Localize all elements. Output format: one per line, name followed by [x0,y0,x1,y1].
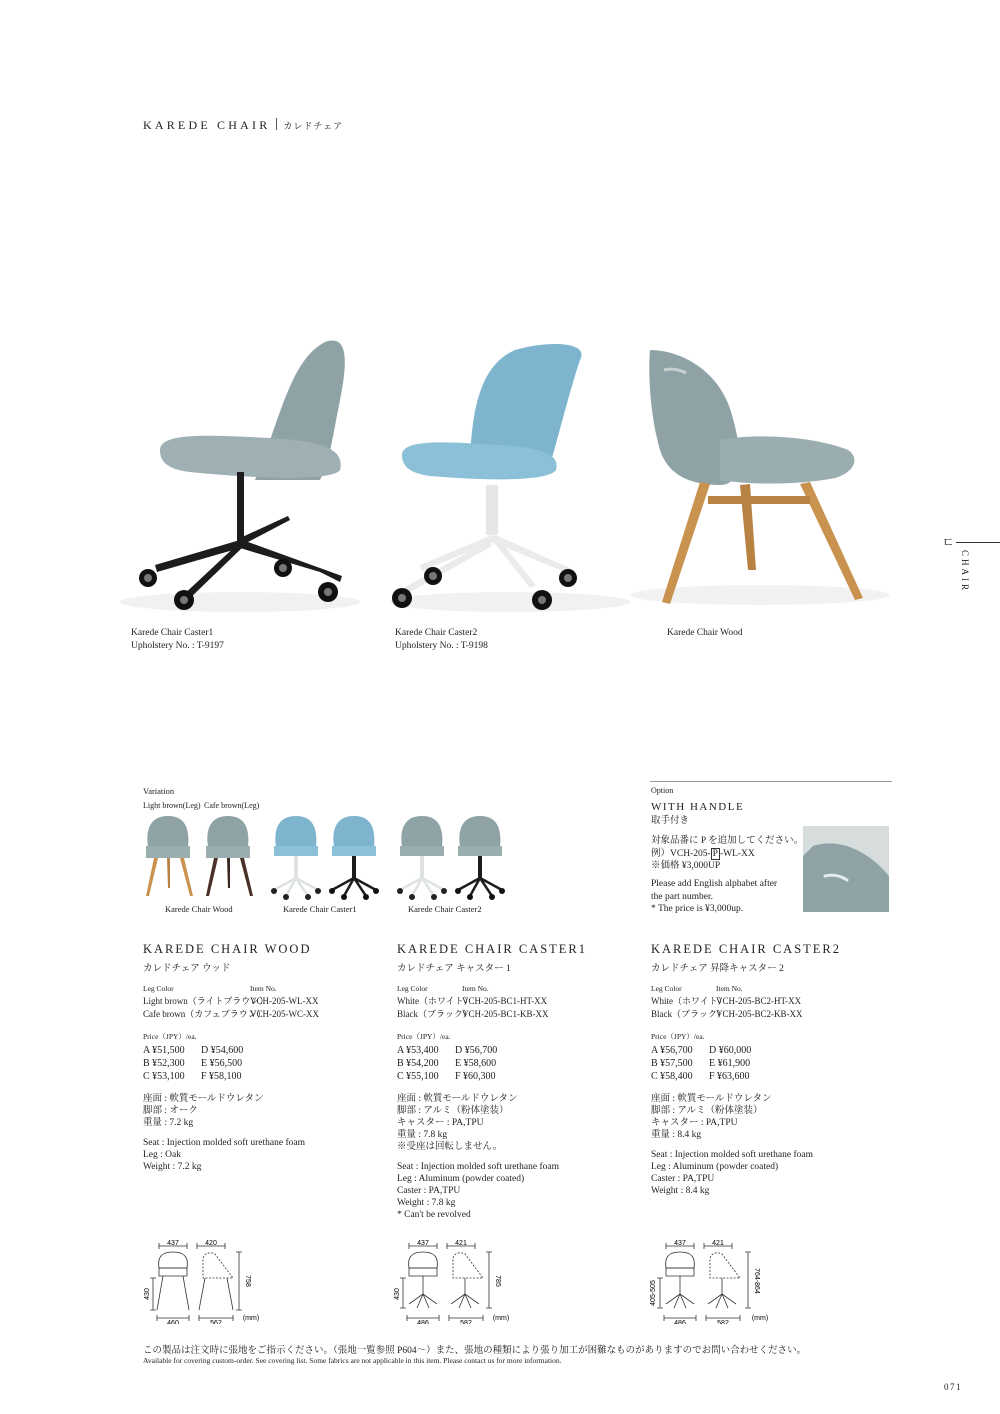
caption-upholstery: Upholstery No. : T-9197 [131,641,224,651]
dim-unit: (mm) [492,1315,510,1322]
table-row: Black（ブラック）VCH-205-BC1-KB-XX [397,1009,549,1019]
chair-wood-image [630,350,890,605]
variation-wood-cafe-brown [206,816,253,896]
hero-caption-caster2 [395,627,488,653]
section-mark: ㄷ [942,535,955,550]
dim-width-side: 421 [712,1240,724,1247]
product-title-jp: カレドチェア ウッド [143,964,231,974]
option-jp-line1: 対象品番に P を追加してください。 [651,836,804,846]
price-row: C ¥55,100 F ¥60,300 [397,1071,496,1082]
price-label: Price（JPY）/ea. [651,1032,705,1041]
dim-base-side: 582 [460,1320,472,1324]
dimension-drawing-caster1 [393,1238,513,1324]
variation-legend-cafe-brown: Cafe brown(Leg) [204,801,260,810]
variation-caster1-black [329,816,379,900]
table-row: Black（ブラック）VCH-205-BC2-KB-XX [651,1009,803,1019]
dimension-drawing-wood [143,1238,263,1324]
option-title: WITH HANDLE [651,801,745,813]
option-jp-line3: ※価格 ¥3,000UP [651,861,721,871]
caption-upholstery: Upholstery No. : T-9198 [395,641,488,651]
dim-width-front: 437 [167,1240,179,1247]
section-tab-line [956,542,1000,543]
dim-height: 785 [494,1275,501,1287]
product-caster1 [397,942,637,1221]
price-row: A ¥51,500 D ¥54,600 [143,1045,244,1056]
footer-note-en: Available for covering custom-order. See covering list. Some fabrics are not applicable in this item. Please contact us for more information. [143,1356,562,1365]
product-title-jp: カレドチェア 昇降キャスター 2 [651,964,784,974]
dim-base-front: 486 [674,1320,686,1324]
table-row: Cafe brown（カフェブラウン）VCH-205-WC-XX [143,1009,319,1019]
variation-label-caster2: Karede Chair Caster2 [408,904,482,914]
product-table-header: Leg Color Item No. [143,984,277,993]
option-handle-image [803,826,889,912]
option-en-line1: Please add English alphabet after [651,879,778,889]
variation-caster1-white [271,816,321,900]
spec-en: Seat : Injection molded soft urethane foam Leg : Oak Weight : 7.2 kg [143,1138,305,1172]
price-label: Price（JPY）/ea. [397,1032,451,1041]
product-caster2 [651,942,891,1197]
variation-caster2-white [397,816,447,900]
caption-name: Karede Chair Caster1 [131,628,214,638]
price-row: C ¥53,100 F ¥58,100 [143,1071,242,1082]
dimension-drawing-caster2 [648,1238,772,1324]
variation-wood-light-brown [146,816,193,896]
page-header [143,118,343,133]
spec-en: Seat : Injection molded soft urethane foam Leg : Aluminum (powder coated) Caster : PA,TPU Weight : 7.8 kg * Can't be revolved [397,1162,559,1220]
dim-width-front: 437 [417,1240,429,1247]
chair-section-tab [942,528,1000,598]
price-row: B ¥54,200 E ¥58,600 [397,1058,497,1069]
spec-jp: 座面 : 軟質モールドウレタン 脚部 : オーク 重量 : 7.2 kg [143,1094,264,1128]
header-title-jp: カレドチェア [283,121,344,131]
dim-base-front: 460 [167,1320,179,1324]
section-tab-label: CHAIR [960,550,970,594]
hero-chairs-photo [120,320,900,620]
option-english [651,878,777,916]
variation-title: Variation [143,786,175,796]
dim-seat-height: 430 [144,1288,151,1300]
dim-width-side: 421 [455,1240,467,1247]
footer-note-jp: この製品は注文時に張地をご指示ください。（張地一覧参照 P604～）また、張地の種類により張り加工が困難なものがありますのでお問い合わせください。 [143,1346,807,1356]
option-title-jp: 取手付き [651,816,690,826]
dim-seat-height: 430 [394,1288,401,1300]
price-row: C ¥58,400 F ¥63,600 [651,1071,750,1082]
dim-width-side: 420 [205,1240,217,1247]
hero-caption-caster1 [131,627,224,653]
price-row: A ¥53,400 D ¥56,700 [397,1045,498,1056]
option-label: Option [651,786,674,795]
product-table-header: Leg Color Item No. [651,984,743,993]
product-table-header: Leg Color Item No. [397,984,489,993]
price-row: B ¥52,300 E ¥56,500 [143,1058,243,1069]
caption-name: Karede Chair Caster2 [395,628,478,638]
dim-base-front: 486 [417,1320,429,1324]
variation-caster2-black [455,816,505,900]
product-title-jp: カレドチェア キャスター 1 [397,964,511,974]
table-row: White（ホワイト）VCH-205-BC2-HT-XX [651,996,802,1006]
option-instructions [651,835,803,873]
dim-width-front: 437 [674,1240,686,1247]
dim-base-side: 562 [210,1320,222,1324]
variation-label-caster1: Karede Chair Caster1 [283,904,357,914]
dim-unit: (mm) [751,1315,769,1322]
dim-height: 764-864 [753,1268,760,1294]
spec-en: Seat : Injection molded soft urethane foam Leg : Aluminum (powder coated) Caster : PA,TPU Weight : 8.4 kg [651,1150,813,1196]
price-row: A ¥56,700 D ¥60,000 [651,1045,752,1056]
dim-base-side: 582 [717,1320,729,1324]
price-label: Price（JPY）/ea. [143,1032,197,1041]
product-title: KAREDE CHAIR WOOD [143,942,312,956]
header-title: KAREDE CHAIR [143,118,271,132]
spec-jp: 座面 : 軟質モールドウレタン 脚部 : アルミ（粉体塗装） キャスター : PA,TPU 重量 : 7.8 kg ※受座は回転しません。 [397,1094,518,1152]
caption-name: Karede Chair Wood [667,628,743,638]
spec-jp: 座面 : 軟質モールドウレタン 脚部 : アルミ（粉体塗装） キャスター : PA,TPU 重量 : 8.4 kg [651,1094,772,1140]
option-en-line2: the part number. [651,891,713,902]
hero-caption-wood [667,627,743,640]
dim-seat-height: 405-505 [650,1280,657,1306]
dim-height: 758 [244,1275,251,1287]
dim-unit: (mm) [242,1315,260,1322]
option-divider [650,781,892,782]
option-en-line3: * The price is ¥3,000up. [651,904,744,914]
variation-legend-light-brown: Light brown(Leg) [143,801,201,810]
table-row: White（ホワイト）VCH-205-BC1-HT-XX [397,996,548,1006]
variation-chairs-image [140,812,510,902]
option-p-box: P [712,848,718,859]
chair-caster2-image [390,344,630,612]
variation-label-wood: Karede Chair Wood [165,904,233,914]
product-wood [143,942,383,1173]
price-row: B ¥57,500 E ¥61,900 [651,1058,751,1069]
product-title: KAREDE CHAIR CASTER2 [651,942,842,956]
product-title: KAREDE CHAIR CASTER1 [397,942,588,956]
header-divider [276,118,277,130]
chair-caster1-image [120,341,360,612]
page-number: 071 [944,1382,962,1392]
option-jp-line2: 例）VCH-205- P -WL-XX [651,848,755,859]
table-row: Light brown（ライトブラウン）VCH-205-WL-XX [143,996,319,1006]
